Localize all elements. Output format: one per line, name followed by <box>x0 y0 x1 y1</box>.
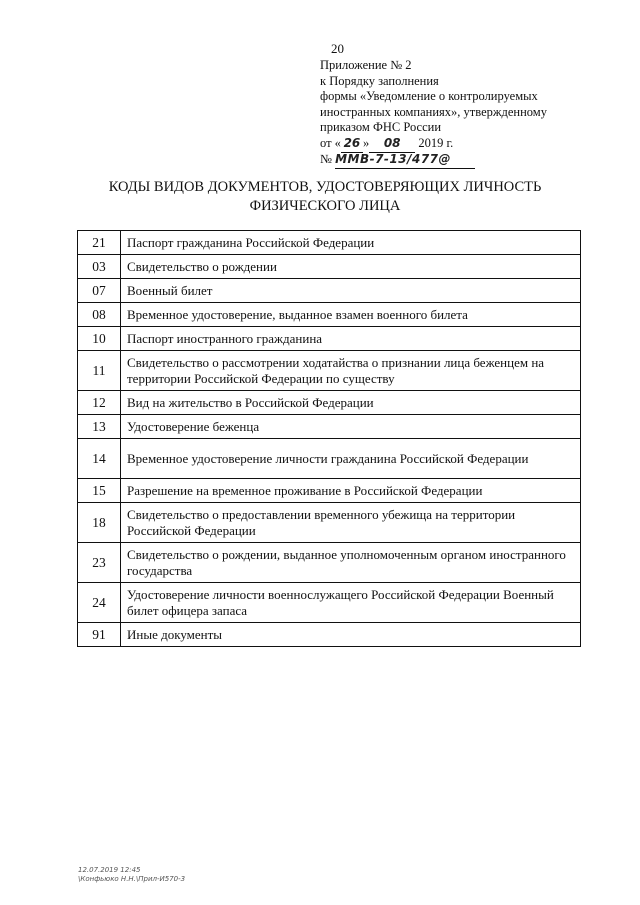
appendix-line-1: Приложение № 2 <box>320 58 412 72</box>
document-code: 23 <box>78 543 121 583</box>
document-name: Временное удостоверение, выданное взамен военного билета <box>121 303 581 327</box>
table-row <box>78 303 581 327</box>
appendix-line-5: приказом ФНС России <box>320 120 442 135</box>
document-name: Свидетельство о предоставлении временного убежища на территории Российской Федерации <box>121 503 581 543</box>
page-number: 20 <box>331 41 344 56</box>
table-row <box>78 327 581 351</box>
table-row <box>78 439 581 479</box>
date-year: 2019 г. <box>418 135 454 150</box>
date-month: 08 <box>369 136 415 153</box>
document-code: 07 <box>78 279 121 303</box>
document-code: 08 <box>78 303 121 327</box>
table-row <box>78 543 581 583</box>
table-row <box>78 351 581 391</box>
document-name: Паспорт гражданина Российской Федерации <box>121 231 581 255</box>
appendix-line-2: к Порядку заполнения <box>320 73 439 88</box>
appendix-header <box>320 58 620 169</box>
table-row <box>78 623 581 647</box>
date-mid: » <box>362 135 370 150</box>
document-name: Иные документы <box>121 623 581 647</box>
document-code: 18 <box>78 503 121 543</box>
title-line-1: КОДЫ ВИДОВ ДОКУМЕНТОВ, УДОСТОВЕРЯЮЩИХ ЛИЧНОСТЬ <box>108 179 542 195</box>
document-code: 13 <box>78 415 121 439</box>
document-title <box>60 178 590 216</box>
table-row <box>78 391 581 415</box>
table-row <box>78 231 581 255</box>
title-line-2: ФИЗИЧЕСКОГО ЛИЦА <box>249 198 401 214</box>
appendix-line-3: формы «Уведомление о контролируемых <box>320 89 538 104</box>
number-value: ММВ-7-13/477@ <box>335 152 475 169</box>
document-name: Свидетельство о рождении <box>121 255 581 279</box>
footer-line-2: \Конфьюко Н.Н.\Прил-И570-3 <box>78 875 186 883</box>
document-code: 12 <box>78 391 121 415</box>
date-day: 26 <box>341 136 363 153</box>
footer-stamp <box>78 866 185 884</box>
document-name: Военный билет <box>121 279 581 303</box>
order-date <box>320 136 620 152</box>
document-name: Удостоверение беженца <box>121 415 581 439</box>
codes-table <box>77 230 581 647</box>
document-code: 10 <box>78 327 121 351</box>
document-code: 21 <box>78 231 121 255</box>
document-name: Удостоверение личности военнослужащего Российской Федерации Военный билет офицера запаса <box>121 583 581 623</box>
document-code: 91 <box>78 623 121 647</box>
document-name: Вид на жительство в Российской Федерации <box>121 391 581 415</box>
table-row <box>78 279 581 303</box>
appendix-line-4: иностранных компаниях», утвержденному <box>320 104 547 119</box>
document-code: 11 <box>78 351 121 391</box>
table-row <box>78 479 581 503</box>
document-name: Паспорт иностранного гражданина <box>121 327 581 351</box>
footer-line-1: 12.07.2019 12:45 <box>78 866 141 874</box>
document-name: Свидетельство о рассмотрении ходатайства о признании лица беженцем на территории Российской Федерации по существу <box>121 351 581 391</box>
document-code: 03 <box>78 255 121 279</box>
document-code: 24 <box>78 583 121 623</box>
date-prefix: от « <box>320 135 341 150</box>
number-prefix: № <box>320 151 332 166</box>
document-code: 14 <box>78 439 121 479</box>
document-name: Свидетельство о рождении, выданное уполномоченным органом иностранного государства <box>121 543 581 583</box>
table-row <box>78 503 581 543</box>
document-name: Временное удостоверение личности гражданина Российской Федерации <box>121 439 581 479</box>
table-row <box>78 583 581 623</box>
table-row <box>78 415 581 439</box>
document-name: Разрешение на временное проживание в Российской Федерации <box>121 479 581 503</box>
codes-table-body <box>78 231 581 647</box>
document-code: 15 <box>78 479 121 503</box>
order-number <box>320 152 620 169</box>
table-row <box>78 255 581 279</box>
